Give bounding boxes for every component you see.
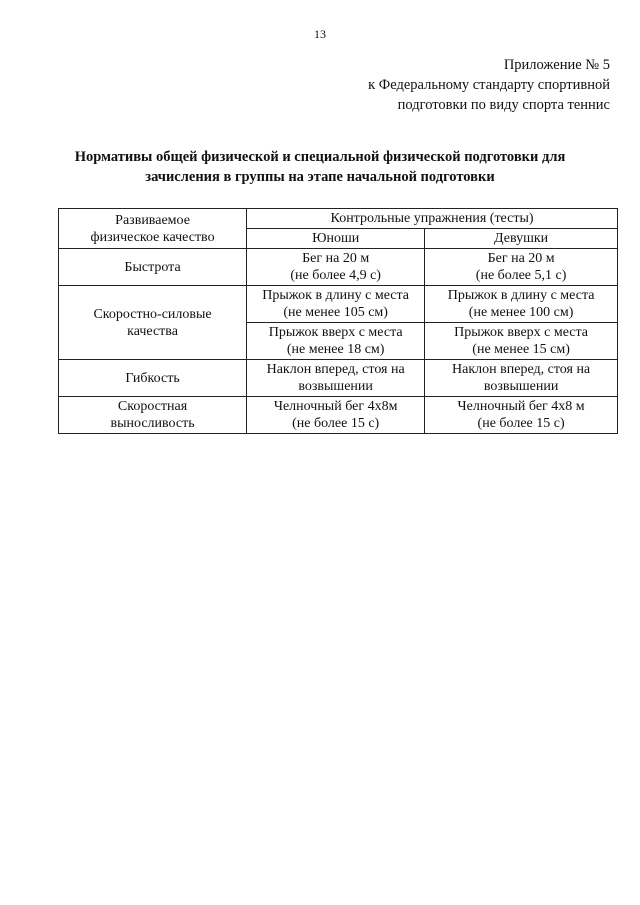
quality-header-line-1: Развиваемое: [115, 212, 190, 228]
cell-line: Прыжок в длину с места: [447, 288, 595, 303]
cell-line: Наклон вперед, стоя на: [452, 362, 591, 377]
page-number: 13: [314, 27, 326, 41]
appendix-line-3: подготовки по виду спорта теннис: [397, 97, 610, 113]
title-line-1: Нормативы общей физической и специальной физической подготовки для: [74, 149, 566, 165]
cell-line: (не менее 18 см): [286, 342, 385, 357]
girls-cell-long-jump: [425, 286, 618, 323]
girls-cell-endurance: [425, 397, 618, 434]
table-row: [59, 397, 618, 434]
table-row: [59, 286, 618, 323]
quality-header-cell: [59, 209, 247, 249]
cell-line: Наклон вперед, стоя на: [266, 362, 405, 377]
boys-cell-endurance: [247, 397, 425, 434]
cell-line: Скоростная: [117, 399, 188, 414]
table-row: [59, 360, 618, 397]
girls-cell-speed: [425, 249, 618, 286]
boys-cell-high-jump: [247, 323, 425, 360]
cell-line: возвышении: [483, 379, 559, 394]
girls-cell-high-jump: [425, 323, 618, 360]
cell-line: (не менее 105 см): [283, 305, 388, 320]
cell-line: Челночный бег 4х8м: [273, 399, 398, 414]
cell-line: Скоростно-силовые: [93, 306, 212, 322]
cell-line: (не менее 15 см): [472, 342, 570, 357]
tests-header-cell: Контрольные упражнения (тесты): [247, 209, 618, 229]
quality-header-line-2: физическое качество: [90, 229, 215, 245]
cell-line: Прыжок вверх с места: [268, 325, 403, 340]
quality-cell-flexibility: Гибкость: [59, 360, 247, 397]
cell-line: (не более 5,1 с): [475, 268, 567, 283]
cell-line: Бег на 20 м: [302, 251, 370, 266]
cell-line: (не более 15 с): [292, 416, 380, 431]
header-row: [59, 209, 618, 229]
appendix-header: [368, 55, 610, 115]
quality-cell-power: [59, 286, 247, 360]
girls-header-cell: Девушки: [425, 229, 618, 249]
cell-line: качества: [127, 323, 178, 339]
quality-cell-speed: Быстрота: [59, 249, 247, 286]
table-row: [59, 249, 618, 286]
girls-cell-flexibility: [425, 360, 618, 397]
boys-cell-long-jump: [247, 286, 425, 323]
cell-line: Прыжок в длину с места: [262, 288, 409, 303]
document-title: [40, 147, 600, 187]
appendix-line-2: к Федеральному стандарту спортивной: [368, 77, 610, 93]
cell-line: (не менее 100 см): [468, 305, 574, 320]
quality-cell-endurance: [59, 397, 247, 434]
cell-line: (не более 15 с): [477, 416, 565, 431]
norms-table: [58, 208, 618, 434]
cell-line: Бег на 20 м: [487, 251, 555, 266]
cell-line: (не более 4,9 с): [290, 268, 381, 283]
cell-line: выносливость: [110, 416, 195, 431]
appendix-line-1: Приложение № 5: [503, 57, 610, 73]
boys-cell-speed: [247, 249, 425, 286]
cell-line: Челночный бег 4х8 м: [457, 399, 585, 414]
cell-line: возвышении: [298, 379, 373, 394]
boys-cell-flexibility: [247, 360, 425, 397]
title-line-2: зачисления в группы на этапе начальной подготовки: [145, 169, 495, 185]
boys-header-cell: Юноши: [247, 229, 425, 249]
cell-line: Прыжок вверх с места: [454, 325, 589, 340]
